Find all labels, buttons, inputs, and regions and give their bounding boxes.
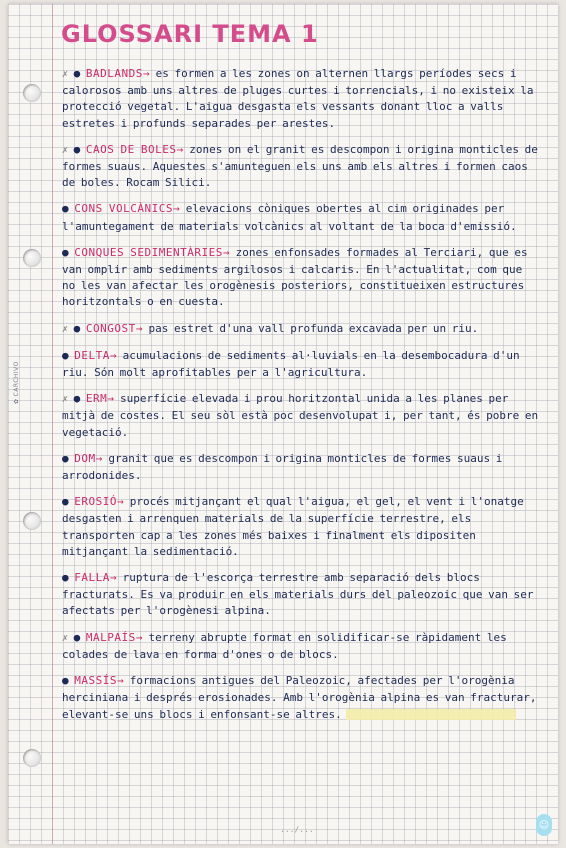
notebook-page — [8, 4, 558, 844]
check-mark: ✗ — [62, 144, 69, 156]
arrow-icon: → — [117, 495, 125, 509]
arrow-icon: → — [142, 67, 151, 80]
binder-hole — [23, 749, 41, 767]
glossary-entry: ✗ ● CONGOST→ pas estret d'una vall profunda excavada per un riu. — [62, 321, 479, 335]
glossary-term: BADLANDS — [85, 67, 143, 80]
glossary-definition: zones enfonsades formades al Terciari, que es van omplir amb sediments argilosos i calcaris. En l'actualitat, com que no les van afectar les orogènesis posteriors, constitueixen estructures horitzontals o en cuesta. — [62, 245, 528, 309]
arrow-icon: → — [95, 451, 103, 465]
binder-hole — [23, 512, 41, 530]
glossary-entry: ● CONQUES SEDIMENTÀRIES→ zones enfonsades formades al Terciari, que es van omplir amb sediments argilosos i calcaris. En l'actualitat, com que no les van afectar les orogènesis posteriors, constitueixen estructures horitzontals o en cuesta. — [62, 245, 528, 309]
brand-text: CARCHIVO — [13, 361, 20, 397]
glossary-definition: acumulacions de sediments al·luvials en la desembocadura d'un riu. Són molt aprofitables per a l'agricultura. — [62, 348, 520, 380]
glossary-entry: ● CONS VOLCÀNICS→ elevacions còniques obertes al cim originades per l'amuntegament de materials volcànics al voltant de la boca d'emissió. — [62, 202, 517, 233]
glossary-term: MASSÍS — [74, 674, 117, 688]
arrow-icon: → — [107, 392, 115, 406]
glossary-definition: granit que es descompon i origina monticles de formes suaus i arrodonides. — [62, 451, 503, 483]
glossary-list — [62, 66, 540, 733]
glossary-term: CAOS DE BOLES — [85, 142, 177, 156]
arrow-icon: → — [109, 571, 117, 585]
check-mark: ✗ — [62, 69, 69, 80]
glossary-entry: ● DOM→ granit que es descompon i origina monticles de formes suaus i arrodonides. — [62, 451, 503, 483]
glossary-definition: es formen a les zones on alternen llargs períodes secs i calorosos amb uns altres de pluges curtes i torrencials, i no existeix la protecció vegetal. L'aigua desgasta els vessants donant lloc a valls estretes i profunds separades per arestes. — [62, 67, 534, 130]
highlighter-stroke — [346, 709, 516, 720]
glossary-definition: elevacions còniques obertes al cim originades per l'amuntegament de materials volcànics al voltant de la boca d'emissió. — [62, 202, 517, 233]
check-mark: ✗ — [62, 394, 69, 406]
glossary-definition: zones on el granit es descompon i origina monticles de formes suaus. Aquestes s'amunteguen els uns amb els altres i formen caos de boles. Rocam Silici. — [62, 142, 538, 190]
glossary-entry: ● FALLA→ ruptura de l'escorça terrestre amb separació dels blocs fracturats. Es va produir en els materials durs del paleozoic que van ser afectats per l'orogènesi alpina. — [62, 571, 534, 618]
check-mark: ✗ — [62, 323, 69, 335]
glossary-term: FALLA — [74, 571, 110, 585]
glossary-entry: ✗ ● MALPAÍS→ terreny abrupte format en solidificar-se ràpidament les colades de lava en forma d'ones o de blocs. — [62, 630, 507, 661]
glossary-term: CONQUES SEDIMENTÀRIES — [74, 245, 223, 259]
glossary-term: ERM — [85, 392, 108, 406]
glossary-term: DOM — [74, 451, 96, 465]
glossary-term: DELTA — [74, 348, 110, 362]
arrow-icon: → — [222, 245, 230, 259]
glossary-definition: pas estret d'una vall profunda excavada per un riu. — [142, 321, 479, 335]
binder-hole — [23, 249, 41, 267]
glossary-entry: ✗ ● CAOS DE BOLES→ zones on el granit es descompon i origina monticles de formes suaus. Aquestes s'amunteguen els uns amb els altres i formen caos de boles. Rocam Silici. — [62, 142, 538, 190]
arrow-icon: → — [135, 321, 143, 335]
glossary-definition: ruptura de l'escorça terrestre amb separació dels blocs fracturats. Es va produir en els materials durs del paleozoic que van ser afectats per l'orogènesi alpina. — [62, 571, 534, 618]
glossary-definition: terreny abrupte format en solidificar-se ràpidament les colades de lava en forma d'ones o de blocs. — [62, 630, 507, 661]
glossary-term: CONS VOLCÀNICS — [74, 202, 173, 216]
page-footer: .../... — [280, 825, 314, 834]
brand-logo-icon: ✿ — [13, 398, 20, 404]
arrow-icon: → — [109, 348, 117, 362]
binder-hole — [23, 84, 41, 102]
glossary-term: MALPAÍS — [85, 630, 136, 644]
arrow-icon: → — [135, 630, 143, 644]
app-badge-icon: ☺ — [536, 814, 552, 836]
glossary-entry: ✗ ● ERM→ superfície elevada i prou horitzontal unida a les planes per mitjà de costes. El seu sòl està poc desenvolupat i, per tant, és pobre en vegetació. — [62, 392, 539, 439]
page-title: GLOSSARI TEMA 1 — [61, 20, 319, 48]
glossary-entry: ● MASSÍS→ formacions antigues del Paleozoic, afectades per l'orogènia herciniana i després erosionades. Amb l'orogènia alpina es van fracturar, elevant-se uns blocs i enfonsant-se altres. — [62, 674, 537, 721]
glossary-entry: ✗ ● BADLANDS→ es formen a les zones on alternen llargs períodes secs i calorosos amb uns altres de pluges curtes i torrencials, i no existeix la protecció vegetal. L'aigua desgasta els vessants donant lloc a valls estretes i profunds separades per arestes. — [62, 67, 534, 130]
glossary-entry: ● DELTA→ acumulacions de sediments al·luvials en la desembocadura d'un riu. Són molt aprofitables per a l'agricultura. — [62, 348, 520, 380]
glossary-definition: formacions antigues del Paleozoic, afectades per l'orogènia herciniana i després erosionades. Amb l'orogènia alpina es van fracturar, elevant-se uns blocs i enfonsant-se altres. — [62, 674, 537, 721]
glossary-definition: superfície elevada i prou horitzontal unida a les planes per mitjà de costes. El seu sòl està poc desenvolupat i, per tant, és pobre en vegetació. — [62, 392, 539, 439]
brand-watermark — [13, 361, 20, 404]
check-mark: ✗ — [62, 632, 69, 644]
glossary-term: CONGOST — [85, 321, 136, 335]
arrow-icon: → — [172, 202, 181, 216]
glossary-term: EROSIÓ — [74, 495, 117, 509]
arrow-icon: → — [117, 674, 125, 688]
arrow-icon: → — [176, 142, 184, 156]
glossary-entry: ● EROSIÓ→ procés mitjançant el qual l'aigua, el gel, el vent i l'onatge desgasten i arrenquen materials de la superfície terrestre, els transporten cap a les zones més baixes i finalment els dipositen mitjançant la sedimentació. — [62, 495, 524, 558]
glossary-definition: procés mitjançant el qual l'aigua, el gel, el vent i l'onatge desgasten i arrenquen materials de la superfície terrestre, els transporten cap a les zones més baixes i finalment els dipositen mitjançant la sedimentació. — [62, 495, 524, 558]
margin-line — [52, 4, 53, 844]
